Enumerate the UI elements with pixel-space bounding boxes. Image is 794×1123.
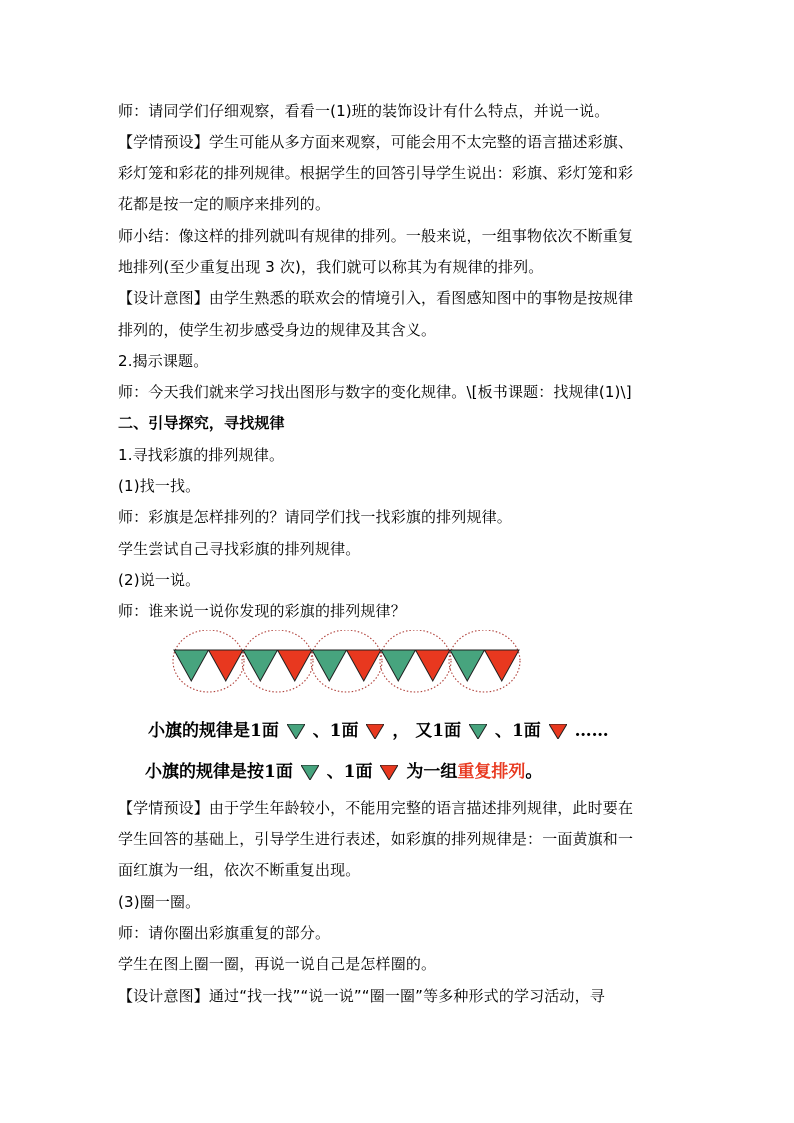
red-flag-icon (366, 724, 384, 739)
rule1-text-2: 、1面 (312, 721, 359, 741)
rule1-text-4: 、1面 (494, 721, 541, 741)
paragraph-line: 【设计意图】由学生熟悉的联欢会的情境引入，看图感知图中的事物是按规律 (118, 289, 634, 307)
rule1-text-3: ， 又1面 (392, 721, 462, 741)
paragraph-line: 师：今天我们就来学习找出图形与数字的变化规律。\[板书课题：找规律(1)\] (118, 383, 632, 401)
green-flag-icon (469, 724, 487, 739)
paragraph-line: 地排列(至少重复出现 3 次)，我们就可以称其为有规律的排列。 (118, 258, 544, 276)
red-flag (278, 650, 313, 681)
paragraph-line: 1.寻找彩旗的排列规律。 (118, 446, 285, 464)
red-flag (416, 650, 451, 681)
paragraph-line: 花都是按一定的顺序来排列的。 (118, 195, 331, 213)
paragraph-line: 面红旗为一组，依次不断重复出现。 (118, 861, 361, 879)
green-flag (381, 650, 416, 681)
green-flag-icon (287, 724, 305, 739)
paragraph-line: 学生尝试自己寻找彩旗的排列规律。 (118, 540, 361, 558)
paragraph-line: 【学情预设】学生可能从多方面来观察，可能会用不太完整的语言描述彩旗、 (118, 133, 634, 151)
paragraph-line: 师：请同学们仔细观察，看看一(1)班的装饰设计有什么特点，并说一说。 (118, 102, 610, 120)
paragraph-line: 师小结：像这样的排列就叫有规律的排列。一般来说，一组事物依次不断重复 (118, 227, 634, 245)
paragraph-line: 2.揭示课题。 (118, 352, 209, 370)
rule1-text-5: …… (574, 721, 609, 741)
paragraph-line: 【学情预设】由于学生年龄较小，不能用完整的语言描述排列规律，此时要在 (118, 799, 634, 817)
rule2-text-4: 。 (525, 762, 543, 782)
paragraph-line: 【设计意图】通过“找一找”“说一说”“圈一圈”等多种形式的学习活动，寻 (118, 987, 605, 1005)
rule-sentence-2 (145, 760, 542, 784)
red-flag (347, 650, 382, 681)
paragraph-line: (1)找一找。 (118, 477, 201, 495)
green-flag-icon (301, 765, 319, 780)
emphasis-text: 重复排列 (457, 762, 526, 782)
paragraph-line: 排列的，使学生初步感受身边的规律及其含义。 (118, 321, 437, 339)
rule2-text-3: 为一组 (406, 762, 458, 782)
rule-sentence-1 (148, 719, 609, 743)
paragraph-line: 学生回答的基础上，引导学生进行表述，如彩旗的排列规律是：一面黄旗和一 (118, 830, 634, 848)
section-heading: 二、引导探究，寻找规律 (118, 414, 285, 432)
paragraph-line: (3)圈一圈。 (118, 893, 201, 911)
paragraph-line: 学生在图上圈一圈，再说一说自己是怎样圈的。 (118, 955, 437, 973)
paragraph-line: (2)说一说。 (118, 571, 201, 589)
red-flag (209, 650, 244, 681)
green-flag (312, 650, 347, 681)
paragraph-line: 师：请你圈出彩旗重复的部分。 (118, 924, 331, 942)
paragraph-line: 师：彩旗是怎样排列的？请同学们找一找彩旗的排列规律。 (118, 508, 512, 526)
rule2-text-2: 、1面 (326, 762, 373, 782)
rule2-text-1: 小旗的规律是按1面 (145, 762, 293, 782)
paragraph-line: 彩灯笼和彩花的排列规律。根据学生的回答引导学生说出：彩旗、彩灯笼和彩 (118, 164, 634, 182)
red-flag-icon (549, 724, 567, 739)
green-flag (174, 650, 209, 681)
red-flag-icon (380, 765, 398, 780)
paragraph-line: 师：谁来说一说你发现的彩旗的排列规律？ (118, 602, 406, 620)
green-flag (243, 650, 278, 681)
flag-pattern-figure (164, 630, 530, 694)
green-flag (450, 650, 485, 681)
rule1-text-1: 小旗的规律是1面 (148, 721, 279, 741)
red-flag (485, 650, 520, 681)
